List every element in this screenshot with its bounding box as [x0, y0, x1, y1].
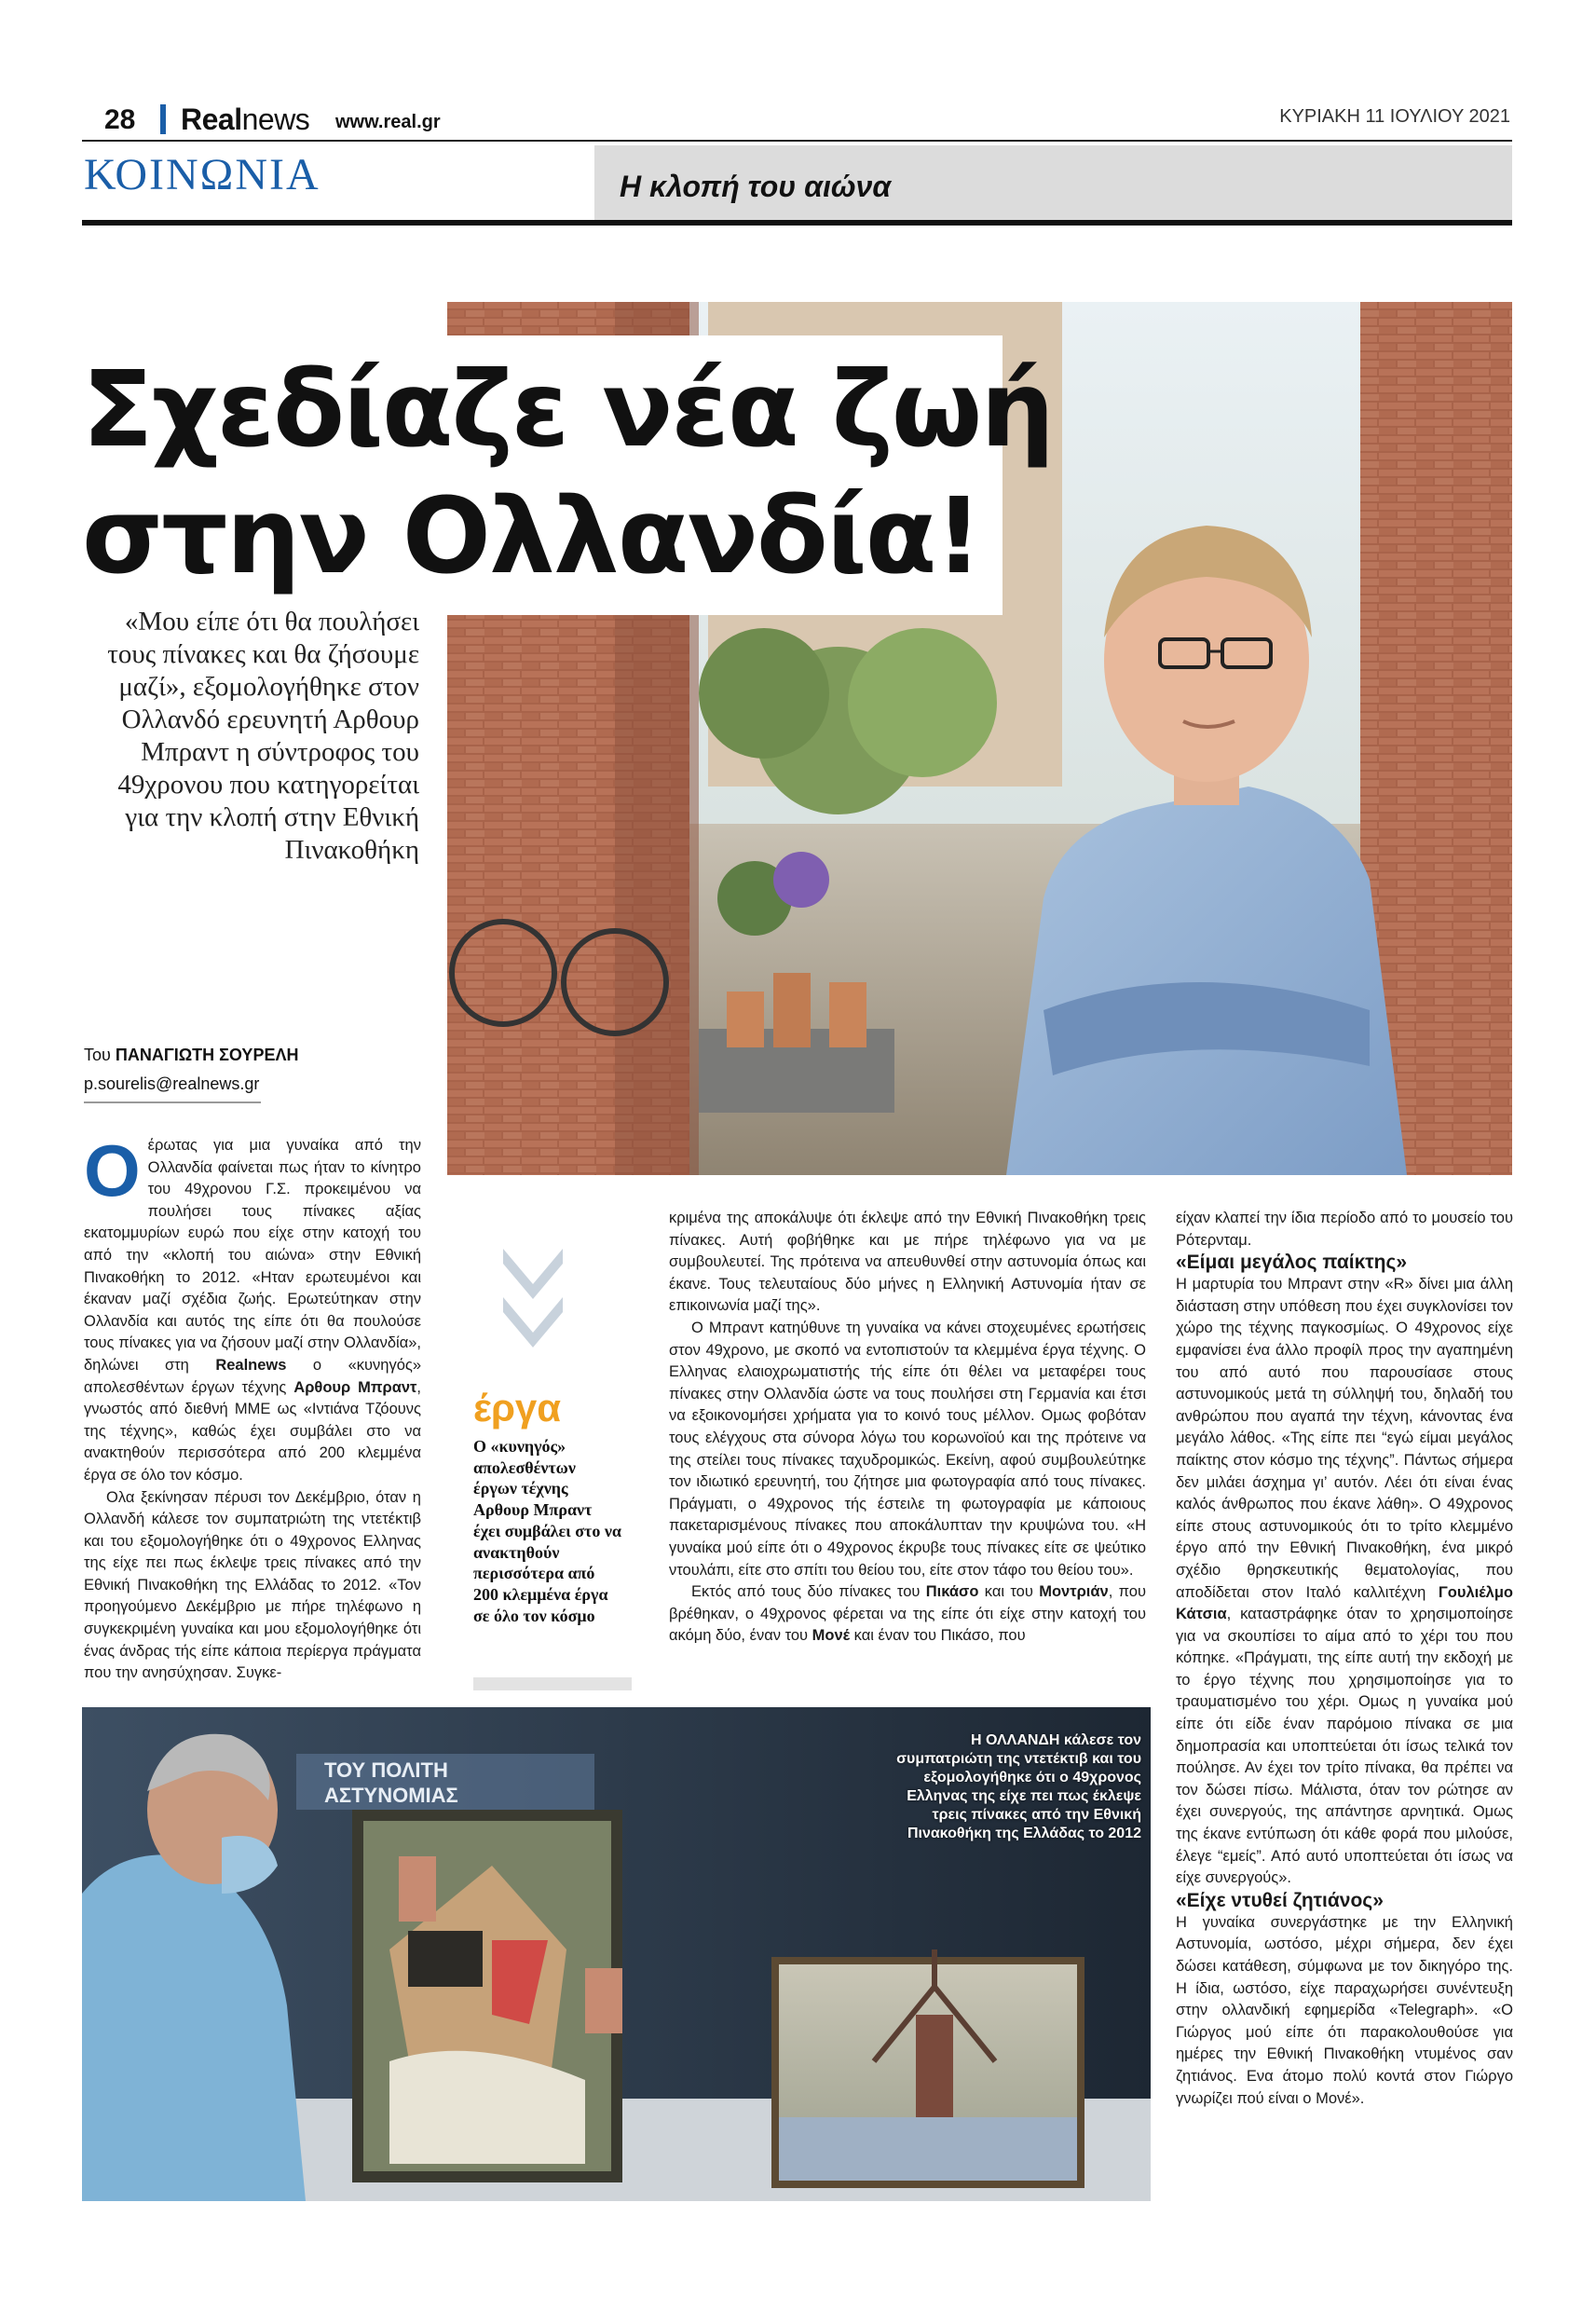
headline — [82, 347, 1053, 600]
text-run: Εκτός από τους δύο πίνακες του — [691, 1583, 926, 1601]
headline-line-1: Σχεδίαζε νέα ζωή — [82, 349, 1053, 471]
paragraph: Η γυναίκα συνεργάστηκε με την Ελληνική Αστυνομία, ωστόσο, μέχρι σήμερα, δεν έχει δώσει κατάθεση, σύμφωνα με τον δικηγόρο της. Η ίδια, ωστόσο, είχε παραχωρήσει συνέντευξη στην ολλανδική εφημερίδα «Telegraph». «Ο Γιώργος μού είπε ότι παρακολουθούσε για ημέρες την Εθνική Πινακοθήκη ντυμένος σαν ζητιάνος. Ενα άτομο πολύ κοντά στον Γιώργο γνωρίζει πού είναι ο Μονέ». — [1176, 1913, 1513, 2107]
text-run: και του — [978, 1583, 1040, 1601]
header-rule-thick — [82, 220, 1512, 226]
brand-url: www.real.gr — [335, 112, 441, 132]
text-run-bold: Μονέ — [812, 1627, 851, 1645]
byline — [84, 1046, 298, 1065]
paragraph: είχαν κλαπεί την ίδια περίοδο από το μουσείο του Ρότερνταμ. — [1176, 1210, 1513, 1249]
brand-bold: Real — [181, 103, 242, 136]
pullout-bar — [473, 1677, 632, 1690]
paragraph: Ολα ξεκίνησαν πέρυσι τον Δεκέμβριο, όταν η Ολλανδή κάλεσε τον συμπατριώτη της ντετέκτιβ και του εξομολογήθηκε ότι ο 49χρονος Ελληνας της είχε πει πως έκλεψε τρεις πίνακες από την Εθνική Πινακοθήκη της Ελλάδας το 2012. «Τον προηγούμενο Δεκέμβριο με πήρε τηλέφωνο η συγκεκριμένη γυναίκα και μου εξομολογήθηκε ότι ένας άνδρας τής είπε κάποια περίεργα πράγματα που την ανησύχησαν. Συγκε- — [84, 1488, 421, 1682]
issue-date: ΚΥΡΙΑΚΗ 11 ΙΟΥΛΙΟΥ 2021 — [1279, 106, 1510, 127]
header-divider-bar — [160, 104, 166, 134]
text-run-bold: Πικάσο — [925, 1583, 979, 1601]
topic-title: Η κλοπή του αιώνα — [620, 170, 892, 203]
byline-author: ΠΑΝΑΓΙΩΤΗ ΣΟΥΡΕΛΗ — [115, 1046, 299, 1064]
sign-text: ΤΟΥ ΠΟΛΙΤΗ — [324, 1758, 448, 1782]
article-column-3 — [1176, 1208, 1513, 2110]
pullout-text: Ο «κυνηγός» απολεσθέντων έργων τέχνης Αρθουρ Μπραντ έχει συμβάλει στο να ανακτηθούν περισσότερα από 200 κλεμμένα έργα σε όλο τον κόσμο — [473, 1437, 621, 1625]
caption-lead: Η ΟΛΛΑΝΔΗ — [970, 1732, 1060, 1748]
brand-logo — [181, 103, 309, 137]
paragraph — [1176, 1274, 1513, 1890]
subheading: «Είμαι μεγάλος παίκτης» — [1176, 1252, 1408, 1274]
subheading: «Είχε ντυθεί ζητιάνος» — [1176, 1889, 1384, 1911]
pullout-label: έργα — [473, 1386, 562, 1430]
drop-cap: Ο — [84, 1129, 141, 1211]
chevron-down-icon — [499, 1249, 566, 1361]
page-number: 28 — [104, 104, 136, 135]
text-run: Η μαρτυρία του Μπραντ στην «R» δίνει μια άλλη διάσταση στην υπόθεση που έχει συγκλονίσει τον χώρο της τέχνης παγκοσμίως. Ο 49χρονος είχε εμφανίσει ένα άλλο προφίλ προς την αγαπημένη του από αυτό που παρουσίασε στους αστυνομικούς μετά τη σύλληψή του, δηλαδή του ανθρώπου που αγαπά την τέχνη, κάνοντας ένα μεγάλο λάθος. «Της είπε πει “εγώ είμαι μεγάλος παίκτης στον κόσμο της τέχνης”. Πάντως σήμερα δεν μιλάει άσχημα γι’ αυτόν. Λέει ότι είναι ένας καλός άνθρωπος που έκανε λάθη». Ο 49χρονος είπε στους αστυνομικούς ότι το τρίτο κλεμμένο έργο από την Εθνική Πινακοθήκη, ένα μικρό σχέδιο θρησκευτικής θεματολογίας, που αποδίδεται στον Ιταλό καλλιτέχνη — [1176, 1276, 1513, 1601]
article-column-1 — [84, 1129, 421, 1685]
section-title: ΚΟΙΝΩΝΙΑ — [84, 150, 321, 199]
article-column-2 — [669, 1208, 1146, 1648]
author-email[interactable]: p.sourelis@realnews.gr — [84, 1074, 260, 1093]
paragraph — [84, 1129, 421, 1487]
text-run: έρωτας για μια γυναίκα από την Ολλανδία φαίνεται πως ήταν το κίνητρο του 49χρονου Γ.Σ. προκειμένου να πουλήσει τους πίνακες αξίας εκατομμυρίων ευρώ που είχε στην κατοχή του από την «κλοπή του αιώνα» στην Εθνική Πινακοθήκη το 2012. «Ηταν ερωτευμένοι και έκαναν μαζί σχέδια ζωής. Ερωτεύτηκαν στην Ολλανδία και αυτός της είπε ότι θα πουλούσε τους πίνακες για να ζήσουν μαζί στην Ολλανδία», δηλώνει στη — [84, 1137, 421, 1374]
paragraph — [669, 1581, 1146, 1648]
byline-rule — [84, 1101, 261, 1103]
sign-text: ΑΣΤΥΝΟΜΙΑΣ — [324, 1784, 458, 1807]
text-run: , καταστράφηκε όταν το χρησιμοποίησε για να σκουπίσει το αίμα από το χέρι του που κόπηκε. «Πράγματι, της είπε αυτή την εκδοχή με το έργο τέχνης που χρησιμοποίησε για το τραυματισμένο του χέρι. Ομως η γυναίκα μού είπε ότι είδε έναν παρόμοιο πίνακα σε μια δημοπρασία και υποπτεύεται ότι ίσως τελικά τον πούλησε. Αν έχει τον τρίτο πίνακα, θα πρέπει να τον δώσει πίσω. Μάλιστα, όταν τον ρώτησε αν έχει συνεργούς, της απάντησε αρνητικά. Ομως της έκανε εντύπωση ότι κάθε φορά που μιλούσε, έλεγε “εμείς”. Από αυτό υποπτεύεται ότι ίσως να είχε συνεργούς». — [1176, 1606, 1513, 1887]
brand-light: news — [241, 103, 310, 136]
text-run-bold: Realnews — [215, 1356, 287, 1374]
byline-prefix: Του — [84, 1046, 111, 1064]
text-run-bold: Γουλιέλμο Κάτσια — [1176, 1583, 1513, 1623]
paragraph: κριμένα της αποκάλυψε ότι έκλεψε από την Εθνική Πινακοθήκη τρεις πίνακες. Αυτή φοβήθηκε και με πήρε τηλέφωνο για να με συμβουλευτεί. Της πρότεινα να απευθυνθεί στην αστυνομία όπως και έκανε. Τους τελευταίους δύο μήνες η Ελληνική Αστυνομία ήταν σε επικοινωνία μαζί της». — [669, 1210, 1146, 1315]
text-run: , που βρέθηκαν, ο 49χρονος φέρεται να της είπε ότι είχε στην κατοχή του ακόμη δύο, έναν του — [669, 1583, 1146, 1645]
text-run-bold: Μοντριάν — [1039, 1583, 1109, 1601]
text-run: , γνωστός από διεθνή ΜΜΕ ως «Ιντιάνα Τζόουνς της τέχνης», καθώς έχει συμβάλει στο να ανακτηθούν περισσότερα από 200 κλεμμένα έργα σε όλο τον κόσμο. — [84, 1378, 421, 1484]
standfirst: «Μου είπε ότι θα πουλήσει τους πίνακες και θα ζήσουμε μαζί», εξομολογήθηκε στον Ολλανδό ερευνητή Αρθουρ Μπραντ η σύντροφος του 49χρονου που κατηγορείται για την κλοπή στην Εθνική Πινακοθήκη — [107, 607, 419, 865]
text-run: ο «κυνηγός» απολεσθέντων έργων τέχνης — [84, 1356, 421, 1396]
caption-text: κάλεσε τον συμπατριώτη της ντετέκτιβ και του εξομολογήθηκε ότι ο 49χρονος Ελληνας της είχε πει πως έκλεψε τρεις πίνακες από την Εθνική Πινακοθήκη της Ελλάδας το 2012 — [896, 1732, 1141, 1841]
photo-caption — [876, 1731, 1141, 1843]
paragraph: Ο Μπραντ κατηύθυνε τη γυναίκα να κάνει στοχευμένες ερωτήσεις στον 49χρονο, με σκοπό να εντοπιστούν τα κλεμμένα έργα τέχνης. Ο Ελληνας ελαιοχρωματιστής τής είπε ότι θέλει να μεταφέρει τους πίνακες στην Ολλανδία ώστε να τους πουλήσει στη Γερμανία και έτσι να εξοικονομήσει χρήματα για το κοινό τους μέλλον. Ομως φοβόταν τους ελέγχους στα σύνορα λόγω του κορωνοϊού και της πρότεινε να της στείλει τους πίνακες ταχυδρομικώς. Εκείνη, αφού συμβουλεύτηκε τον ιδιωτικό ερευνητή, του ζήτησε μια φωτογραφία από τους πίνακες. Πράγματι, ο 49χρονος τής έστειλε τη φωτογραφία με κάποιους πακεταρισμένους πίνακες που αποκάλυπταν την κρυψώνα του. «Η γυναίκα μού είπε ότι ο 49χρονος έκρυβε τους πίνακες είτε σε ψεύτικο ντουλάπι, είτε στο σπίτι του θείου του, είτε στον τάφο του θείου του». — [669, 1319, 1146, 1579]
text-run: και έναν του Πικάσο, που — [850, 1627, 1026, 1645]
headline-line-2: στην Ολλανδία! — [82, 476, 981, 597]
text-run-bold: Αρθουρ Μπραντ — [293, 1378, 417, 1396]
header-rule — [82, 140, 1512, 142]
